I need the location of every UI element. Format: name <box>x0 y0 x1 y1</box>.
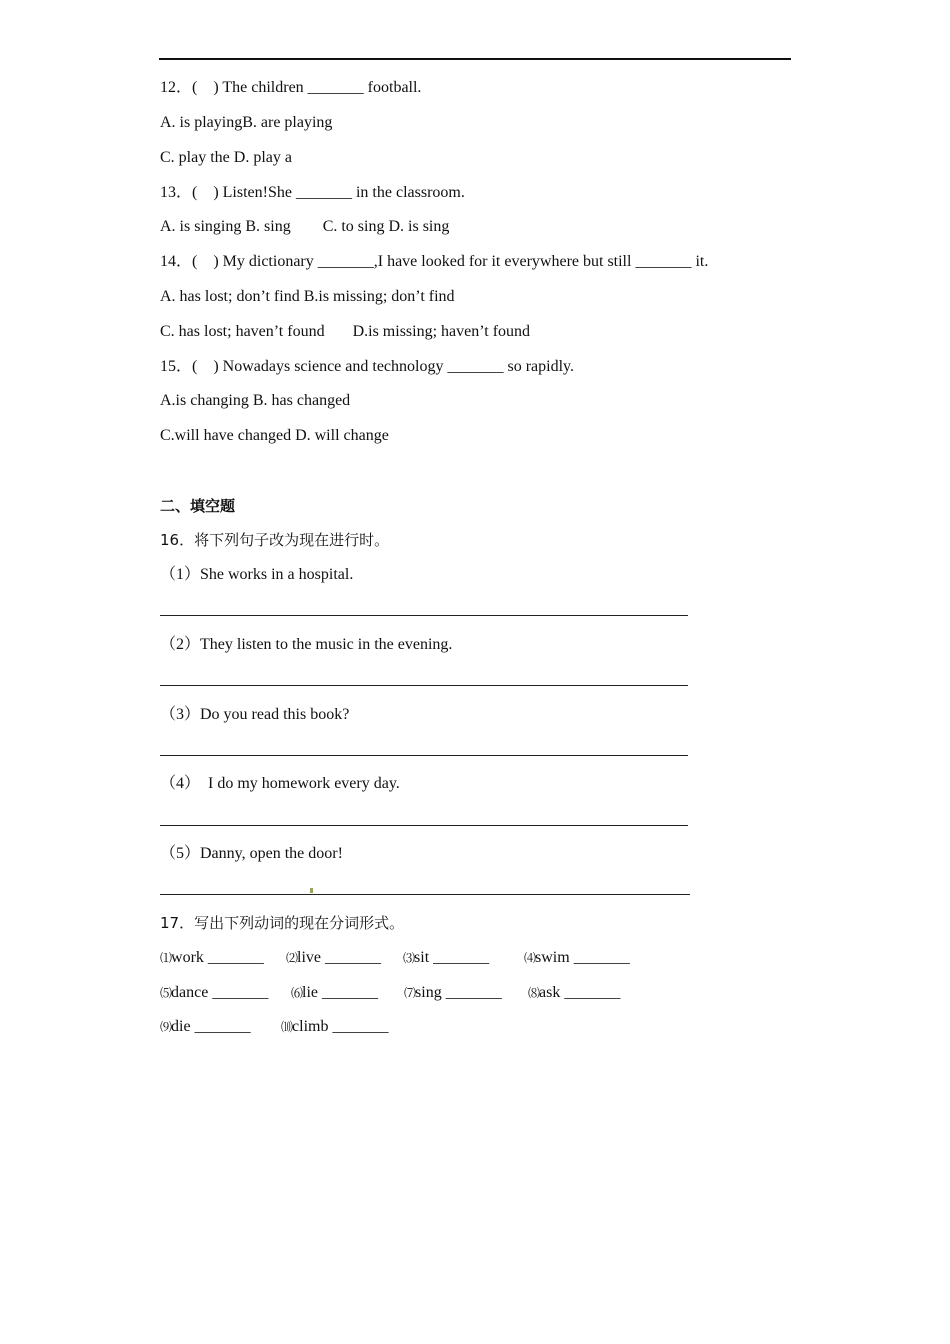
question-16-answer-line-1[interactable] <box>160 615 688 616</box>
verb-item-1-number: ⑴ <box>160 951 172 965</box>
question-16-answer-line-3[interactable] <box>160 755 688 756</box>
question-12-stem: 12．( ) The children _______ football. <box>160 79 422 96</box>
verb-item-9-word: die _______ <box>171 1018 251 1035</box>
verb-item-10 <box>281 1017 388 1037</box>
verb-item-4-number: ⑷ <box>524 951 536 965</box>
verb-item-9-number: ⑼ <box>160 1020 172 1034</box>
question-13-options: A. is singing B. sing C. to sing D. is sing <box>160 218 450 235</box>
verb-item-1 <box>160 948 264 968</box>
question-16-answer-line-2[interactable] <box>160 685 688 686</box>
question-16-item-5: （5）Danny, open the door! <box>160 845 343 862</box>
question-16-item-2: （2）They listen to the music in the evening. <box>160 636 453 653</box>
verb-item-8-number: ⑻ <box>528 986 540 1000</box>
verb-item-5-word: dance _______ <box>171 984 269 1001</box>
verb-item-6-number: ⑹ <box>291 986 303 1000</box>
verb-item-10-word: climb _______ <box>292 1018 389 1035</box>
verb-item-10-number: ⑽ <box>281 1020 293 1034</box>
verb-item-1-word: work _______ <box>171 949 264 966</box>
question-16-stem: 16．将下列句子改为现在进行时。 <box>160 531 390 549</box>
question-14-options-cd: C. has lost; haven’t found D.is missing; haven’t found <box>160 323 531 340</box>
verb-item-2-word: live _______ <box>297 949 382 966</box>
verb-item-6-word: lie _______ <box>302 984 379 1001</box>
verb-item-7-number: ⑺ <box>404 986 416 1000</box>
verb-item-8 <box>528 983 620 1003</box>
verb-item-2 <box>286 948 381 968</box>
verb-item-5 <box>160 983 268 1003</box>
question-16-answer-line-4[interactable] <box>160 825 688 826</box>
question-15-stem: 15．( ) Nowadays science and technology _______ so rapidly. <box>160 358 574 375</box>
verb-item-3-word: sit _______ <box>414 949 490 966</box>
question-14-stem: 14．( ) My dictionary _______,I have looked for it everywhere but still _______ it. <box>160 253 709 270</box>
question-15-options-cd: C.will have changed D. will change <box>160 427 389 444</box>
question-12-options-ab: A. is playingB. are playing <box>160 114 333 131</box>
verb-item-4-word: swim _______ <box>535 949 630 966</box>
verb-item-3-number: ⑶ <box>403 951 415 965</box>
question-16-item-3: （3）Do you read this book? <box>160 706 350 723</box>
section-2-heading: 二、填空题 <box>160 497 236 515</box>
verb-item-6 <box>291 983 378 1003</box>
verb-item-5-number: ⑸ <box>160 986 172 1000</box>
verb-item-7 <box>404 983 502 1003</box>
question-16-item-4: （4） I do my homework every day. <box>160 775 400 792</box>
verb-item-4 <box>524 948 630 968</box>
cursor-mark <box>310 888 313 893</box>
verb-item-9 <box>160 1017 251 1037</box>
question-12-options-cd: C. play the D. play a <box>160 149 292 166</box>
verb-item-3 <box>403 948 489 968</box>
question-15-options-ab: A.is changing B. has changed <box>160 392 351 409</box>
verb-item-2-number: ⑵ <box>286 951 298 965</box>
header-rule <box>159 58 791 60</box>
question-17-stem: 17．写出下列动词的现在分词形式。 <box>160 914 405 932</box>
verb-item-8-word: ask _______ <box>539 984 621 1001</box>
question-13-stem: 13．( ) Listen!She _______ in the classroom. <box>160 184 465 201</box>
question-16-answer-line-5[interactable] <box>160 894 690 895</box>
question-14-options-ab: A. has lost; don’t find B.is missing; don’t find <box>160 288 455 305</box>
verb-item-7-word: sing _______ <box>415 984 502 1001</box>
question-16-item-1: （1）She works in a hospital. <box>160 566 354 583</box>
